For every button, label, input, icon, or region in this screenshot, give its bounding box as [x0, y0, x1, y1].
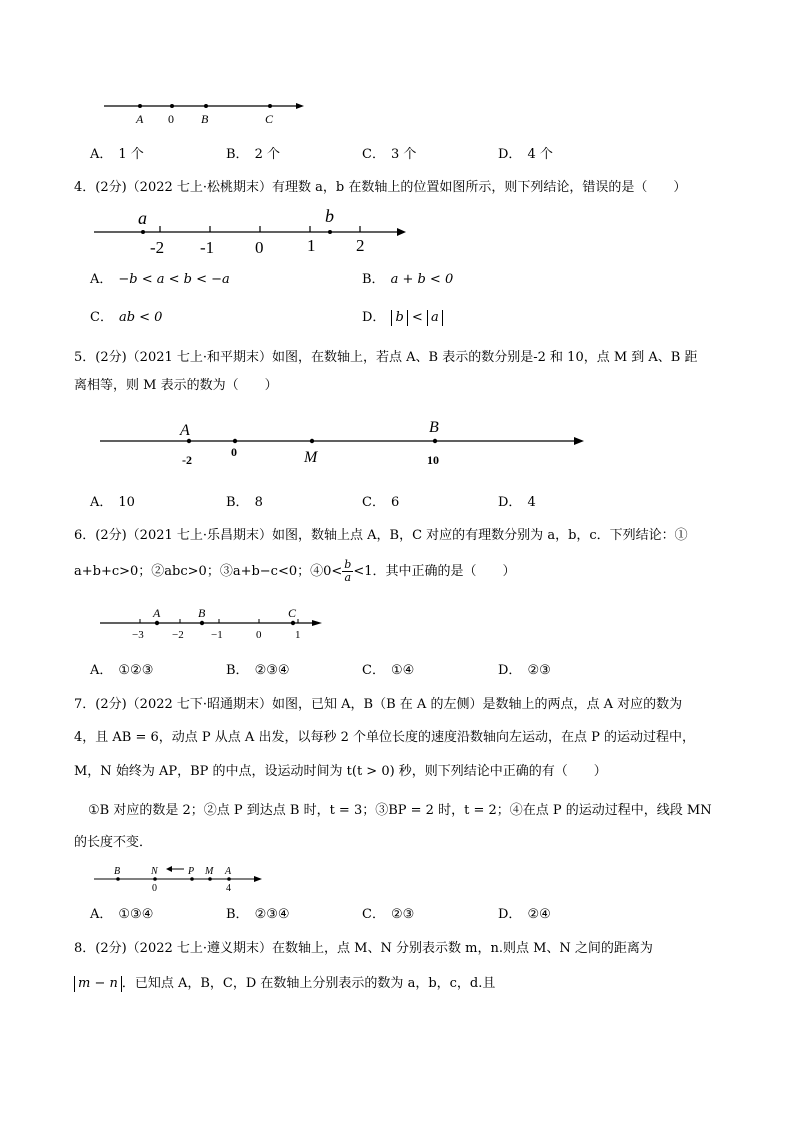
- abs-a: a: [427, 310, 443, 326]
- label-A: A: [180, 422, 190, 439]
- q5-option-a[interactable]: A． 10: [90, 495, 135, 510]
- q7-option-c[interactable]: C． ②③: [362, 907, 415, 922]
- q6-option-d[interactable]: D． ②③: [498, 663, 551, 678]
- tick-neg2: −2: [172, 629, 184, 641]
- q3-option-c[interactable]: C． 3 个: [362, 147, 417, 162]
- q4-option-c[interactable]: C． ab < 0: [90, 310, 163, 325]
- q5-option-d[interactable]: D． 4: [498, 495, 536, 510]
- tick-1: 1: [295, 629, 301, 641]
- q7-option-b[interactable]: B． ②③④: [226, 907, 290, 922]
- tick-0: 0: [256, 629, 262, 641]
- q6-number-line: [98, 606, 328, 642]
- q5-stem-line2: 离相等，则 M 表示的数为（ ）: [74, 378, 278, 393]
- label-A: A: [225, 866, 232, 877]
- q7-stem-line5: 的长度不变．: [74, 835, 153, 850]
- q5-option-b[interactable]: B． 8: [226, 495, 263, 510]
- q7-number-line: [92, 862, 272, 894]
- label-B: B: [114, 866, 121, 877]
- q7-stem-line2: 4，且 AB = 6，动点 P 从点 A 出发，以每秒 2 个单位长度的速度沿数轴向左运动，在点 P 的运动过程中，: [74, 730, 695, 745]
- label-B: B: [201, 112, 209, 126]
- q7-option-a[interactable]: A． ①③④: [90, 907, 154, 922]
- q6-stem-line2: a+b+c>0；②abc>0；③a+b−c<0；④0< $\frac{b}{a}$ <1．其中正确的是（ ）: [74, 558, 516, 584]
- label-C: C: [265, 112, 274, 126]
- label-0: 0: [168, 112, 174, 126]
- label-b: b: [325, 206, 334, 226]
- abs-m-minus-n: m − n: [74, 976, 122, 992]
- q5-option-c[interactable]: C． 6: [362, 495, 400, 510]
- q7-stem-line3: M，N 始终为 AP，BP 的中点，设运动时间为 t(t > 0) 秒，则下列结论中正确的有（ ）: [74, 764, 607, 779]
- q6-stem-line1: 6．(2分)（2021 七上·乐昌期末）如图，数轴上点 A，B，C 对应的有理数分别为 a，b，c．下列结论：①: [74, 528, 688, 543]
- label-B: B: [198, 606, 206, 620]
- tick-10: 10: [427, 453, 439, 467]
- q6-option-a[interactable]: A． ①②③: [90, 663, 154, 678]
- q4-stem: 4．(2分)（2022 七上·松桃期末）有理数 a，b 在数轴上的位置如图所示，则下列结论，错误的是（ ）: [74, 180, 687, 195]
- q3-number-line: [100, 98, 310, 128]
- label-M: M: [205, 866, 214, 877]
- label-B: B: [429, 419, 439, 436]
- tick-4: 4: [226, 883, 231, 894]
- tick-neg3: −3: [132, 629, 144, 641]
- q8-stem-line2: m − n ．已知点 A，B，C，D 在数轴上分别表示的数为 a，b，c，d.且: [74, 975, 495, 993]
- tick-neg1: -1: [200, 238, 215, 257]
- tick-0: 0: [255, 238, 264, 257]
- label-A: A: [136, 112, 144, 126]
- tick-neg2: -2: [182, 453, 192, 467]
- tick-1: 1: [307, 236, 316, 255]
- q8-stem-line1: 8．(2分)（2022 七上·遵义期末）在数轴上，点 M、N 分别表示数 m，n.则点 M、N 之间的距离为: [74, 941, 653, 956]
- q5-number-line: [100, 416, 590, 470]
- tick-neg1: −1: [211, 629, 223, 641]
- q5-stem-line1: 5．(2分)（2021 七上·和平期末）如图，在数轴上，若点 A、B 表示的数分别是-2 和 10，点 M 到 A、B 距: [74, 350, 698, 365]
- q7-stem-line1: 7．(2分)（2022 七下·昭通期末）如图，已知 A，B（B 在 A 的左侧）是数轴上的两点，点 A 对应的数为: [74, 697, 683, 712]
- q3-option-d[interactable]: D． 4 个: [498, 147, 553, 162]
- q7-option-d[interactable]: D． ②④: [498, 907, 551, 922]
- fraction-b-over-a: $\frac{b}{a}$: [344, 558, 352, 584]
- q6-option-c[interactable]: C． ①④: [362, 663, 415, 678]
- q6-option-b[interactable]: B． ②③④: [226, 663, 290, 678]
- label-N: N: [151, 866, 158, 877]
- q7-stem-line4: ①B 对应的数是 2；②点 P 到达点 B 时，t = 3；③BP = 2 时，t = 2；④在点 P 的运动过程中，线段 MN: [88, 803, 712, 818]
- label-M: M: [304, 449, 318, 466]
- tick-2: 2: [356, 236, 365, 255]
- tick-neg2: -2: [150, 238, 165, 257]
- q3-option-a[interactable]: A． 1 个: [90, 147, 144, 162]
- label-a: a: [138, 208, 147, 228]
- q4-option-d[interactable]: D． b < a: [362, 309, 443, 327]
- q3-option-b[interactable]: B． 2 个: [226, 147, 280, 162]
- tick-0: 0: [152, 883, 157, 894]
- q4-option-a[interactable]: A． −b < a < b < −a: [90, 272, 230, 287]
- abs-b: b: [391, 310, 407, 326]
- q4-number-line: [92, 206, 412, 256]
- label-C: C: [288, 606, 297, 620]
- label-A: A: [153, 606, 161, 620]
- q4-option-b[interactable]: B． a + b < 0: [362, 272, 454, 287]
- label-P: P: [188, 866, 195, 877]
- tick-0: 0: [231, 445, 237, 459]
